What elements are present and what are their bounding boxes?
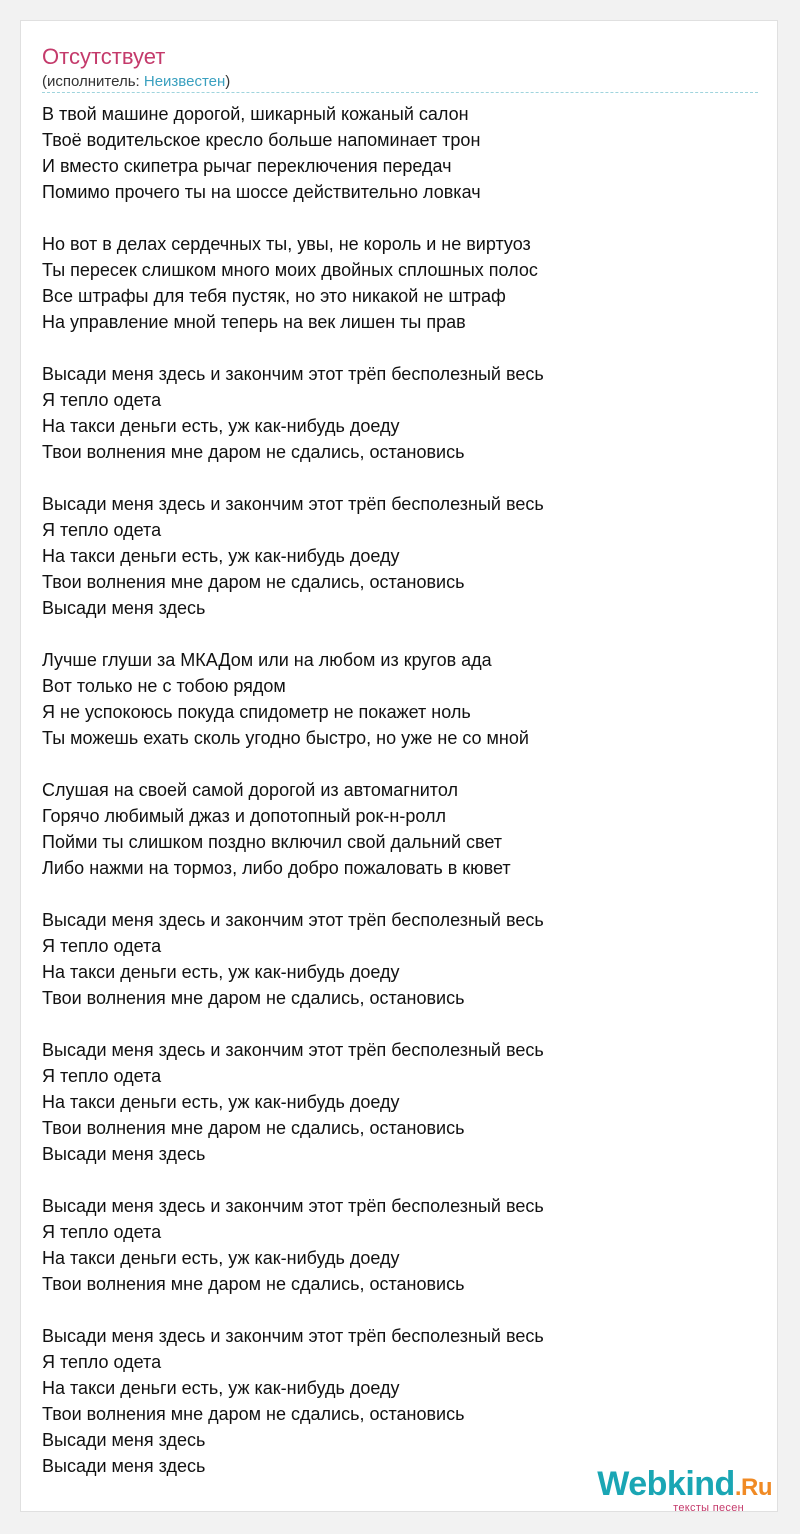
- lyrics-stanza: [42, 907, 758, 1011]
- lyric-line: На такси деньги есть, уж как-нибудь доеду: [42, 416, 400, 436]
- lyric-line: Твои волнения мне даром не сдались, остановись: [42, 572, 465, 592]
- lyric-line: Высади меня здесь: [42, 1144, 206, 1164]
- site-logo[interactable]: [597, 1467, 772, 1514]
- lyrics-stanza: [42, 361, 758, 465]
- lyric-line: Твои волнения мне даром не сдались, остановись: [42, 1404, 465, 1424]
- lyric-line: Я не успокоюсь покуда спидометр не покажет ноль: [42, 702, 471, 722]
- lyric-line: Высади меня здесь и закончим этот трёп бесполезный весь: [42, 910, 544, 930]
- lyrics-body: [42, 101, 758, 1479]
- lyric-line: Но вот в делах сердечных ты, увы, не король и не виртуоз: [42, 234, 531, 254]
- lyric-line: Высади меня здесь и закончим этот трёп бесполезный весь: [42, 494, 544, 514]
- artist-link[interactable]: Неизвестен: [143, 73, 226, 90]
- lyric-line: На такси деньги есть, уж как-нибудь доеду: [42, 1378, 400, 1398]
- song-title: Отсутствует: [42, 44, 166, 69]
- lyric-line: Твои волнения мне даром не сдались, остановись: [42, 1274, 465, 1294]
- lyric-line: Вот только не с тобою рядом: [42, 676, 286, 696]
- lyric-line: Пойми ты слишком поздно включил свой дальний свет: [42, 832, 503, 852]
- lyric-line: Высади меня здесь и закончим этот трёп бесполезный весь: [42, 1040, 544, 1060]
- lyric-line: Высади меня здесь и закончим этот трёп бесполезный весь: [42, 1196, 544, 1216]
- lyrics-stanza: [42, 647, 758, 751]
- artist-suffix: ): [225, 73, 231, 90]
- lyric-line: Ты пересек слишком много моих двойных сплошных полос: [42, 260, 538, 280]
- lyric-line: Все штрафы для тебя пустяк, но это никакой не штраф: [42, 286, 506, 306]
- artist-line: [42, 72, 230, 92]
- lyric-line: Я тепло одета: [42, 1352, 162, 1372]
- lyrics-stanza: [42, 231, 758, 335]
- lyric-line: Твои волнения мне даром не сдались, остановись: [42, 442, 465, 462]
- lyric-line: Я тепло одета: [42, 1222, 162, 1242]
- lyric-line: Я тепло одета: [42, 1066, 162, 1086]
- lyric-line: Твои волнения мне даром не сдались, остановись: [42, 988, 465, 1008]
- lyrics-stanza: [42, 777, 758, 881]
- lyrics-stanza: [42, 491, 758, 621]
- lyrics-stanza: [42, 1323, 758, 1479]
- lyric-line: На управление мной теперь на век лишен ты прав: [42, 312, 466, 332]
- lyric-line: Твои волнения мне даром не сдались, остановись: [42, 1118, 465, 1138]
- lyric-line: Горячо любимый джаз и допотопный рок-н-ролл: [42, 806, 446, 826]
- lyric-line: Высади меня здесь: [42, 1456, 206, 1476]
- lyric-line: И вместо скипетра рычаг переключения передач: [42, 156, 452, 176]
- lyric-line: Либо нажми на тормоз, либо добро пожаловать в кювет: [42, 858, 511, 878]
- lyric-line: Высади меня здесь и закончим этот трёп бесполезный весь: [42, 1326, 544, 1346]
- lyric-line: Высади меня здесь: [42, 1430, 206, 1450]
- logo-tld: .Ru: [734, 1474, 772, 1501]
- lyric-line: Твоё водительское кресло больше напоминает трон: [42, 130, 481, 150]
- title-divider: [42, 92, 758, 93]
- lyric-line: На такси деньги есть, уж как-нибудь доеду: [42, 546, 400, 566]
- lyric-line: Высади меня здесь: [42, 598, 206, 618]
- lyrics-stanza: [42, 101, 758, 205]
- lyric-line: Я тепло одета: [42, 390, 162, 410]
- lyric-line: Слушая на своей самой дорогой из автомагнитол: [42, 780, 458, 800]
- lyric-line: Высади меня здесь и закончим этот трёп бесполезный весь: [42, 364, 544, 384]
- artist-prefix: (исполнитель:: [42, 73, 144, 90]
- lyric-line: На такси деньги есть, уж как-нибудь доеду: [42, 1092, 400, 1112]
- logo-tagline: тексты песен: [673, 1502, 744, 1514]
- lyric-line: Лучше глуши за МКАДом или на любом из кругов ада: [42, 650, 492, 670]
- lyric-line: Я тепло одета: [42, 520, 162, 540]
- lyric-line: На такси деньги есть, уж как-нибудь доеду: [42, 1248, 400, 1268]
- lyric-line: Ты можешь ехать сколь угодно быстро, но уже не со мной: [42, 728, 529, 748]
- lyric-line: Помимо прочего ты на шоссе действительно ловкач: [42, 182, 481, 202]
- lyrics-stanza: [42, 1037, 758, 1167]
- logo-name: Webkind: [597, 1465, 735, 1503]
- lyric-line: В твой машине дорогой, шикарный кожаный салон: [42, 104, 469, 124]
- lyric-line: На такси деньги есть, уж как-нибудь доеду: [42, 962, 400, 982]
- lyrics-stanza: [42, 1193, 758, 1297]
- logo-wordmark: [597, 1467, 772, 1505]
- lyric-line: Я тепло одета: [42, 936, 162, 956]
